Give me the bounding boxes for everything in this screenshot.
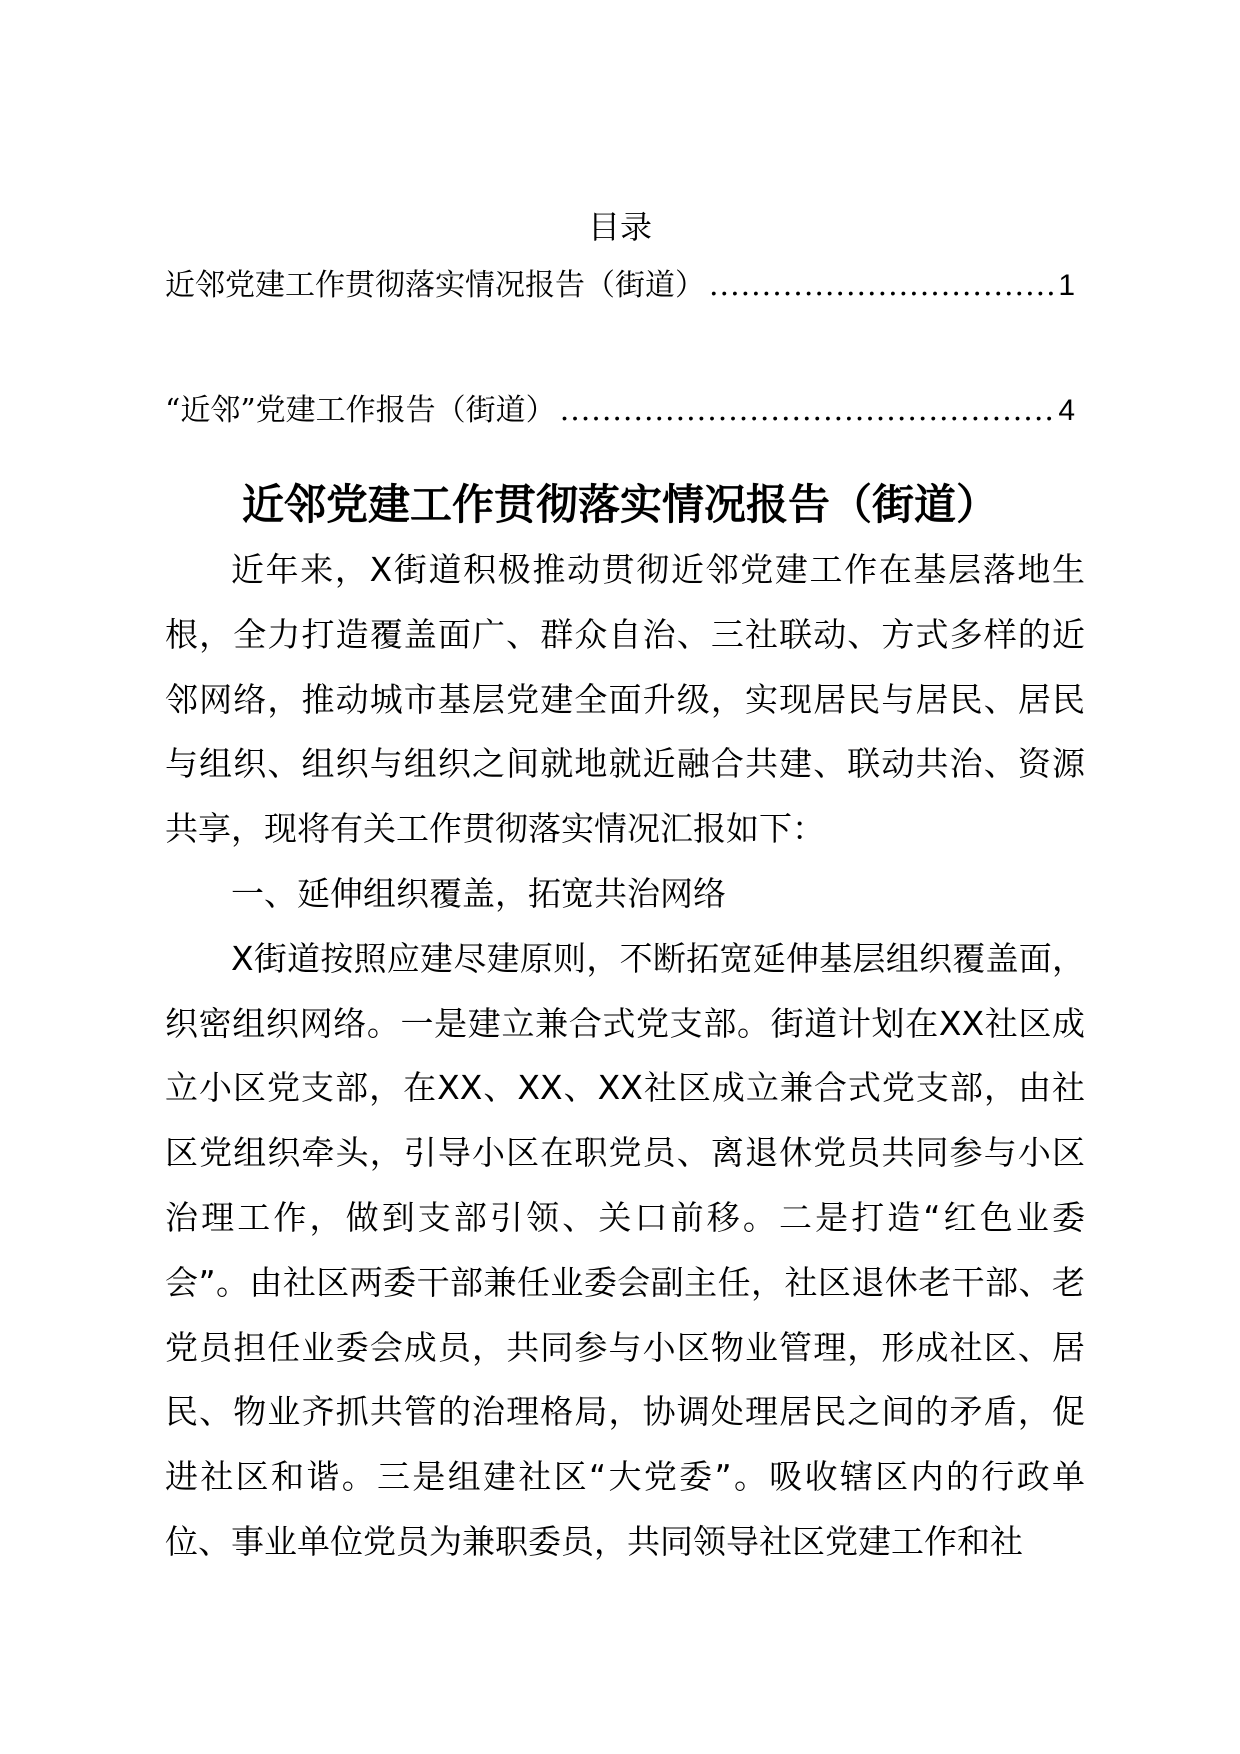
- section-heading: 一、延伸组织覆盖，拓宽共治网络: [231, 873, 726, 913]
- toc-entry[interactable]: [165, 390, 1075, 432]
- document-title: 近邻党建工作贯彻落实情况报告（街道）: [241, 480, 998, 529]
- toc-dot-leader: [709, 265, 1054, 307]
- toc-entry-page: 1: [1058, 269, 1075, 302]
- toc-entry-text: 近邻党建工作贯彻落实情况报告（街道）: [165, 268, 705, 303]
- toc-title: 目录: [587, 208, 652, 246]
- toc-entry-text: “近邻”党建工作报告（街道）: [165, 393, 556, 428]
- toc-entry[interactable]: [165, 265, 1075, 307]
- document-body: [165, 538, 1085, 1575]
- section-paragraph: X街道按照应建尽建原则，不断拓宽延伸基层组织覆盖面，织密组织网络。一是建立兼合式党支部。街道计划在XX社区成立小区党支部，在XX、XX、XX社区成立兼合式党支部，由社区党组织牵头，引导小区在职党员、离退休党员共同参与小区治理工作，做到支部引领、关口前移。二是打造“红色业委会”。由社区两委干部兼任业委会副主任，社区退休老干部、老党员担任业委会成员，共同参与小区物业管理，形成社区、居民、物业齐抓共管的治理格局，协调处理居民之间的矛盾，促进社区和谐。三是组建社区“大党委”。吸收辖区内的行政单位、事业单位党员为兼职委员，共同领导社区党建工作和社: [165, 938, 1085, 1561]
- toc-dot-leader: [560, 390, 1055, 432]
- intro-paragraph: 近年来，X街道积极推动贯彻近邻党建工作在基层落地生根，全力打造覆盖面广、群众自治、三社联动、方式多样的近邻网络，推动城市基层党建全面升级，实现居民与居民、居民与组织、组织与组织之间就地就近融合共建、联动共治、资源共享，现将有关工作贯彻落实情况汇报如下：: [165, 550, 1085, 849]
- toc-entry-page: 4: [1058, 394, 1075, 427]
